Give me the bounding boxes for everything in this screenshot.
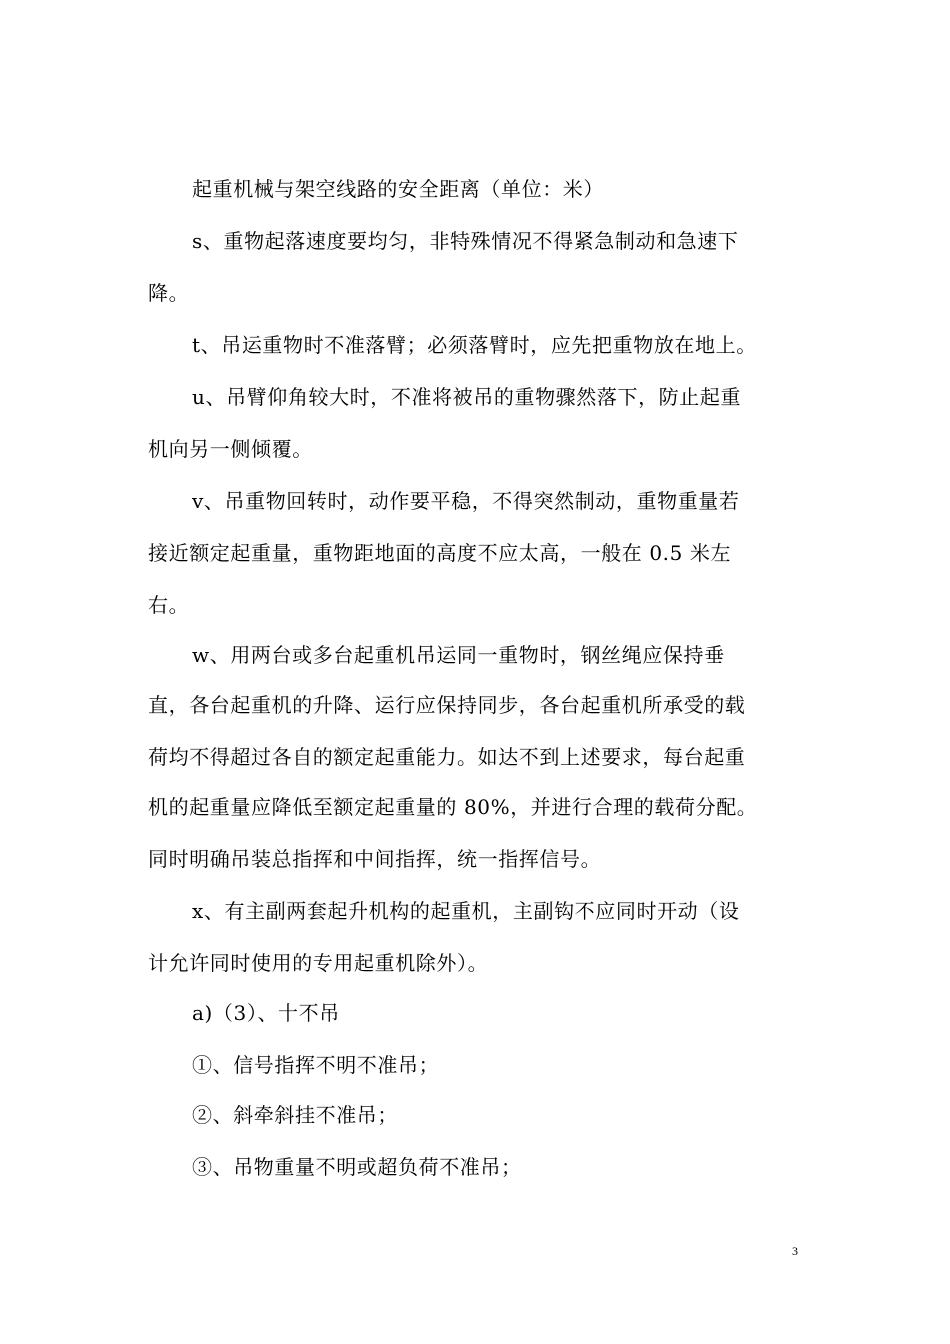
paragraph-line: t、吊运重物时不准落臂；必须落臂时，应先把重物放在地上。	[192, 333, 757, 357]
paragraph-line: 接近额定起重量，重物距地面的高度不应太高，一般在 0.5 米左	[148, 541, 732, 565]
page-number: 3	[792, 1244, 798, 1258]
list-item: ①、信号指挥不明不准吊；	[192, 1053, 440, 1077]
paragraph-line: v、吊重物回转时，动作要平稳，不得突然制动，重物重量若	[192, 489, 740, 513]
paragraph-line: 直，各台起重机的升降、运行应保持同步，各台起重机所承受的载	[148, 693, 746, 717]
list-item: ③、吊物重量不明或超负荷不准吊；	[192, 1155, 522, 1179]
paragraph-line: 机的起重量应降低至额定起重量的 80%，并进行合理的载荷分配。	[148, 795, 758, 819]
paragraph-line: s、重物起落速度要均匀，非特殊情况不得紧急制动和急速下	[192, 229, 739, 253]
paragraph-line: x、有主副两套起升机构的起重机，主副钩不应同时开动（设	[192, 899, 740, 923]
paragraph-line: 同时明确吊装总指挥和中间指挥，统一指挥信号。	[148, 847, 602, 871]
list-item: ②、斜牵斜挂不准吊；	[192, 1103, 398, 1127]
paragraph-line: 机向另一侧倾覆。	[148, 437, 313, 461]
section-heading: a)（3）、十不吊	[192, 1001, 340, 1025]
paragraph-line: 计允许同时使用的专用起重机除外）。	[148, 951, 489, 975]
paragraph-line: 荷均不得超过各自的额定起重能力。如达不到上述要求，每台起重	[148, 745, 746, 769]
paragraph-line: 右。	[148, 593, 190, 617]
paragraph-line: 降。	[148, 281, 190, 305]
paragraph-line: u、吊臂仰角较大时，不准将被吊的重物骤然落下，防止起重	[192, 385, 742, 409]
paragraph-line: w、用两台或多台起重机吊运同一重物时，钢丝绳应保持垂	[192, 643, 725, 667]
paragraph-line: 起重机械与架空线路的安全距离（单位：米）	[192, 177, 604, 201]
